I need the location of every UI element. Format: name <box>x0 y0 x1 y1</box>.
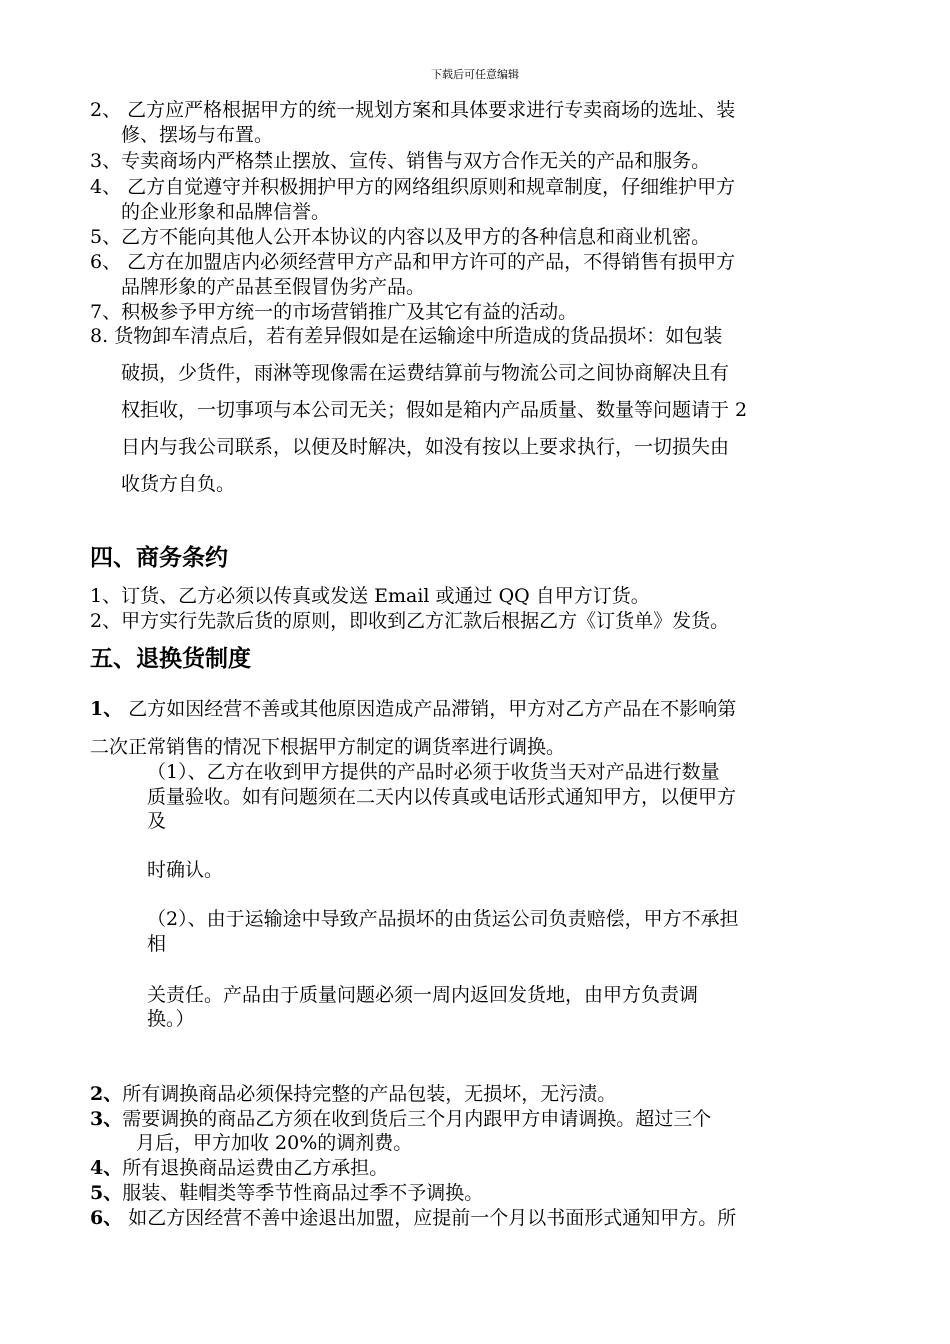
item-text-continued: 日内与我公司联系，以便及时解决，如没有按以上要求执行，一切损失由 <box>121 436 730 458</box>
item-text-continued: 品牌形象的产品甚至假冒伪劣产品。 <box>121 276 426 298</box>
item-text: 乙方不能向其他人公开本协议的内容以及甲方的各种信息和商业机密。 <box>121 226 711 248</box>
item-text: 乙方应严格根据甲方的统一规划方案和具体要求进行专卖商场的选址、装 <box>127 99 736 121</box>
item-text-continued: 月后，甲方加收 20%的调剂费。 <box>136 1132 413 1154</box>
section-heading: 五、退换货制度 <box>90 645 251 672</box>
list-item <box>90 250 735 274</box>
item-number: 2、 <box>90 99 122 121</box>
sub-item-text: 及 <box>147 810 167 832</box>
list-item <box>90 300 577 324</box>
item-text-continued: 破损，少货件，雨淋等现像需在运费结算前与物流公司之间协商解决且有 <box>121 362 730 384</box>
item-number: 4、 <box>90 176 122 198</box>
list-item <box>90 1107 711 1131</box>
item-text: 需要调换的商品乙方须在收到货后三个月内跟甲方申请调换。超过三个 <box>122 1108 712 1130</box>
item-text: 专卖商场内严格禁止摆放、宣传、销售与双方合作无关的产品和服务。 <box>121 150 711 172</box>
section-heading: 四、商务条约 <box>90 544 228 571</box>
list-item <box>90 1181 483 1205</box>
list-item <box>90 98 735 122</box>
item-number: 6、 <box>90 251 122 273</box>
item-number: 1、 <box>90 698 123 720</box>
item-number: 3、 <box>90 150 122 172</box>
item-text-continued: 修、摆场与布置。 <box>121 124 274 146</box>
item-text: 乙方自觉遵守并积极拥护甲方的网络组织原则和规章制度，仔细维护甲方 <box>127 176 736 198</box>
item-number: 3、 <box>90 1108 123 1130</box>
list-item: 1、订货、乙方必须以传真或发送 Email 或通过 QQ 自甲方订货。 <box>90 585 650 607</box>
item-number: 8. <box>90 325 109 347</box>
sub-item-text: 换。） <box>147 1008 195 1030</box>
sub-item-text: 相 <box>147 933 167 955</box>
item-text-continued: 的企业形象和品牌信誉。 <box>121 201 331 223</box>
item-text: 服装、鞋帽类等季节性商品过季不予调换。 <box>122 1182 484 1204</box>
list-item <box>90 149 710 173</box>
list-item: 2、甲方实行先款后货的原则，即收到乙方汇款后根据乙方《订货单》发货。 <box>90 610 730 632</box>
page-header: 下载后可任意编辑 <box>431 68 519 81</box>
list-item <box>90 1082 616 1106</box>
item-text-continued: 权拒收，一切事项与本公司无关；假如是箱内产品质量、数量等问题请于 2 <box>121 399 748 421</box>
sub-item-text: 时确认。 <box>147 859 224 881</box>
item-number: 7、 <box>90 301 122 323</box>
item-text: 如乙方因经营不善中途退出加盟，应提前一个月以书面形式通知甲方。所 <box>128 1207 737 1229</box>
list-item <box>90 1156 388 1180</box>
item-text: 所有调换商品必须保持完整的产品包装，无损坏，无污渍。 <box>122 1083 617 1105</box>
item-text: 乙方如因经营不善或其他原因造成产品滞销，甲方对乙方产品在不影响第 <box>128 698 737 720</box>
item-number: 5、 <box>90 1182 123 1204</box>
sub-item-text: （1）、乙方在收到甲方提供的产品时必须于收货当天对产品进行数量 <box>147 761 720 783</box>
list-item <box>90 324 722 348</box>
sub-item-text: 关责任。产品由于质量问题必须一周内返回发货地，由甲方负责调 <box>147 984 699 1006</box>
sub-item-text: （2）、由于运输途中导致产品损坏的由货运公司负责赔偿，甲方不承担 <box>147 908 739 930</box>
list-item <box>90 697 736 721</box>
item-text: 所有退换商品运费由乙方承担。 <box>122 1157 389 1179</box>
list-item <box>90 175 735 199</box>
item-text: 乙方在加盟店内必须经营甲方产品和甲方许可的产品，不得销售有损甲方 <box>127 251 736 273</box>
item-number: 5、 <box>90 226 122 248</box>
item-text-continued: 二次正常销售的情况下根据甲方制定的调货率进行调换。 <box>90 736 566 758</box>
item-number: 4、 <box>90 1157 123 1179</box>
list-item <box>90 1206 736 1230</box>
list-item <box>90 225 710 249</box>
item-text: 货物卸车清点后，若有差异假如是在运输途中所造成的货品损坏：如包装 <box>114 325 723 347</box>
item-number: 6、 <box>90 1207 123 1229</box>
item-number: 2、 <box>90 1083 123 1105</box>
item-text-continued: 收货方自负。 <box>121 473 236 495</box>
sub-item-text: 质量验收。如有问题须在二天内以传真或电话形式通知甲方，以便甲方 <box>147 786 737 808</box>
item-text: 积极参予甲方统一的市场营销推广及其它有益的活动。 <box>121 301 578 323</box>
